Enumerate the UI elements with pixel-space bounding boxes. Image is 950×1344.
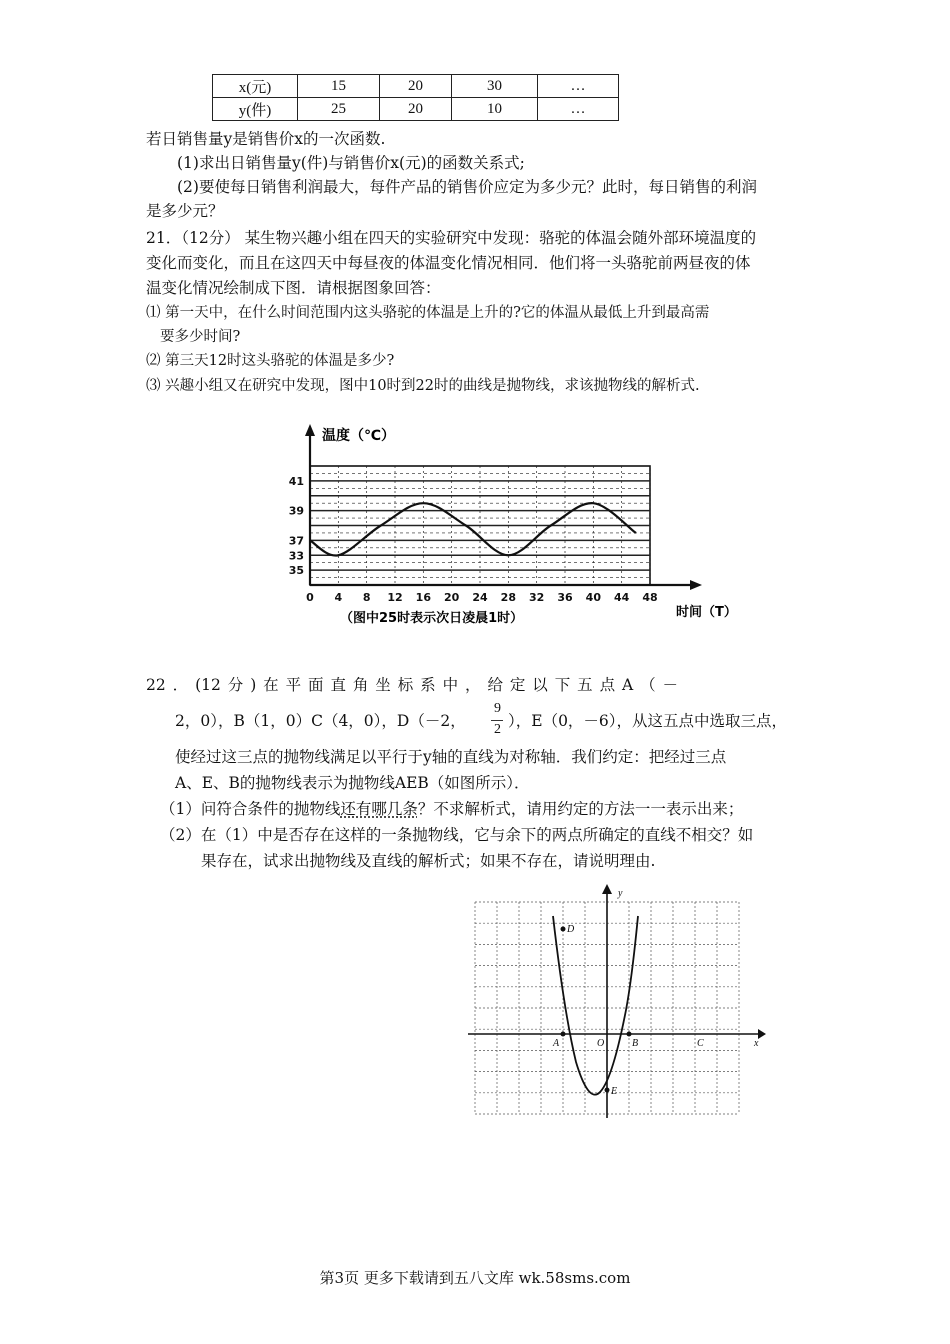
parabola-figure [466,882,766,1122]
y-tick-label: 37 [288,534,304,548]
q22-part1-start: （1）问符合条件的抛物线 [160,800,341,818]
table-cell: … [538,75,619,98]
q22-line1: 22 ． (12 分 ) 在 平 面 直 角 坐 标 系 中 ， 给 定 以 下 五 点 A （ － [146,676,679,694]
table-cell: 20 [380,98,452,121]
table-cell: 10 [452,98,538,121]
chart-grid [310,466,650,585]
x-tick-label: 44 [614,591,630,604]
x-tick-label: 4 [334,591,343,604]
label-a: A [553,1038,560,1049]
q21-sub2: ⑵ 第三天12时这头骆驼的体温是多少? [146,353,395,369]
q22-line2a: 2，0），B（1，0）C（4，0），D（－2， [175,712,466,730]
fraction-numerator: 9 [494,701,501,716]
q21-line1: 21．（12分） 某生物兴趣小组在四天的实验研究中发现：骆驼的体温会随外部环境温度的 [146,229,757,247]
q20-intro: 若日销售量y是销售价x的一次函数. [146,130,386,148]
fraction-denominator: 2 [494,722,501,737]
point-d [561,927,566,932]
table-row [213,98,619,121]
table-cell: 15 [298,75,380,98]
q22-part1-end: ？不求解析式，请用约定的方法一一表示出来； [417,800,744,818]
page-footer: 第3页 更多下载请到五八文库 wk.58sms.com [319,1269,631,1287]
x-tick-label: 20 [444,591,460,604]
x-tick-label: 36 [557,591,573,604]
x-tick-label: 48 [642,591,658,604]
q22-part2-line1: （2）在（1）中是否存在这样的一条抛物线，它与余下的两点所确定的直线不相交？如 [160,826,754,844]
label-d: D [567,924,575,935]
point-e [605,1088,610,1093]
q21-sub3: ⑶ 兴趣小组又在研究中发现，图中10时到22时的曲线是抛物线，求该抛物线的解析式. [146,378,700,394]
y-tick-label: 41 [288,474,304,488]
label-o: O [597,1038,605,1049]
y-tick-label: 33 [288,549,304,563]
table-cell: 25 [298,98,380,121]
label-e: E [611,1086,618,1097]
table-cell: 20 [380,75,452,98]
label-b: B [632,1038,639,1049]
label-c: C [697,1038,704,1049]
x-tick-labels [306,591,657,604]
chart-ylabel: 温度（℃） [322,428,395,444]
q21-line2: 变化而变化，而且在这四天中每昼夜的体温变化情况相同．他们将一头骆驼前两昼夜的体 [146,254,751,272]
point-b [627,1032,632,1037]
x-tick-label: 16 [415,591,431,604]
q21-sub1-line2: 要多少时间? [160,329,241,345]
row-label-y: y(件) [213,98,298,121]
q20-part2-line2: 是多少元？ [146,202,224,220]
y-tick-label: 35 [288,564,304,578]
table-cell: … [538,98,619,121]
chart-axes [305,424,702,590]
y-tick-labels [289,475,304,577]
fraction-bar [491,720,503,721]
chart-caption: （图中25时表示次日凌晨1时） [340,611,524,626]
x-tick-label: 28 [500,591,516,604]
y-axis-arrow-icon [602,884,612,894]
x-axis-arrow-icon [758,1029,766,1039]
q20-part2-line1: (2)要使每日销售利润最大，每件产品的销售价应定为多少元？此时，每日销售的利润 [177,178,757,196]
q21-line3: 温变化情况绘制成下图．请根据图象回答： [146,279,441,297]
x-tick-label: 24 [472,591,488,604]
q22-line4: A、E、B的抛物线表示为抛物线AEB（如图所示）． [175,774,530,792]
price-sales-table [212,74,619,121]
q22-part2-line2: 果存在，试求出抛物线及直线的解析式；如果不存在，请说明理由. [201,852,656,870]
x-tick-label: 12 [387,591,403,604]
q21-sub1-line1: ⑴ 第一天中，在什么时间范围内这头骆驼的体温是上升的?它的体温从最低上升到最高需 [146,305,710,321]
x-tick-label: 8 [362,591,371,604]
axis-label-x: x [754,1038,759,1049]
q22-part1-emphasis: 还有哪几条 [340,800,418,818]
parabola-aeb [553,916,638,1095]
x-arrow-icon [690,580,702,590]
x-tick-label: 0 [306,591,314,604]
table-cell: 30 [452,75,538,98]
x-tick-label: 32 [529,591,545,604]
chart-xlabel: 时间（T） [676,605,737,620]
x-tick-label: 40 [585,591,601,604]
q20-part1: (1)求出日销售量y(件)与销售价x(元)的函数关系式; [177,154,525,172]
row-label-x: x(元) [213,75,298,98]
y-tick-label: 39 [288,504,304,518]
q22-part1 [160,798,743,820]
q22-line3: 使经过这三点的抛物线满足以平行于y轴的直线为对称轴．我们约定：把经过三点 [175,748,727,766]
q22-line2b: ），E（0，－6），从这五点中选取三点， [508,712,788,730]
temperature-chart [278,420,748,632]
table-row [213,75,619,98]
y-arrow-icon [305,424,315,436]
point-a [561,1032,566,1037]
axis-label-y: y [618,888,623,899]
